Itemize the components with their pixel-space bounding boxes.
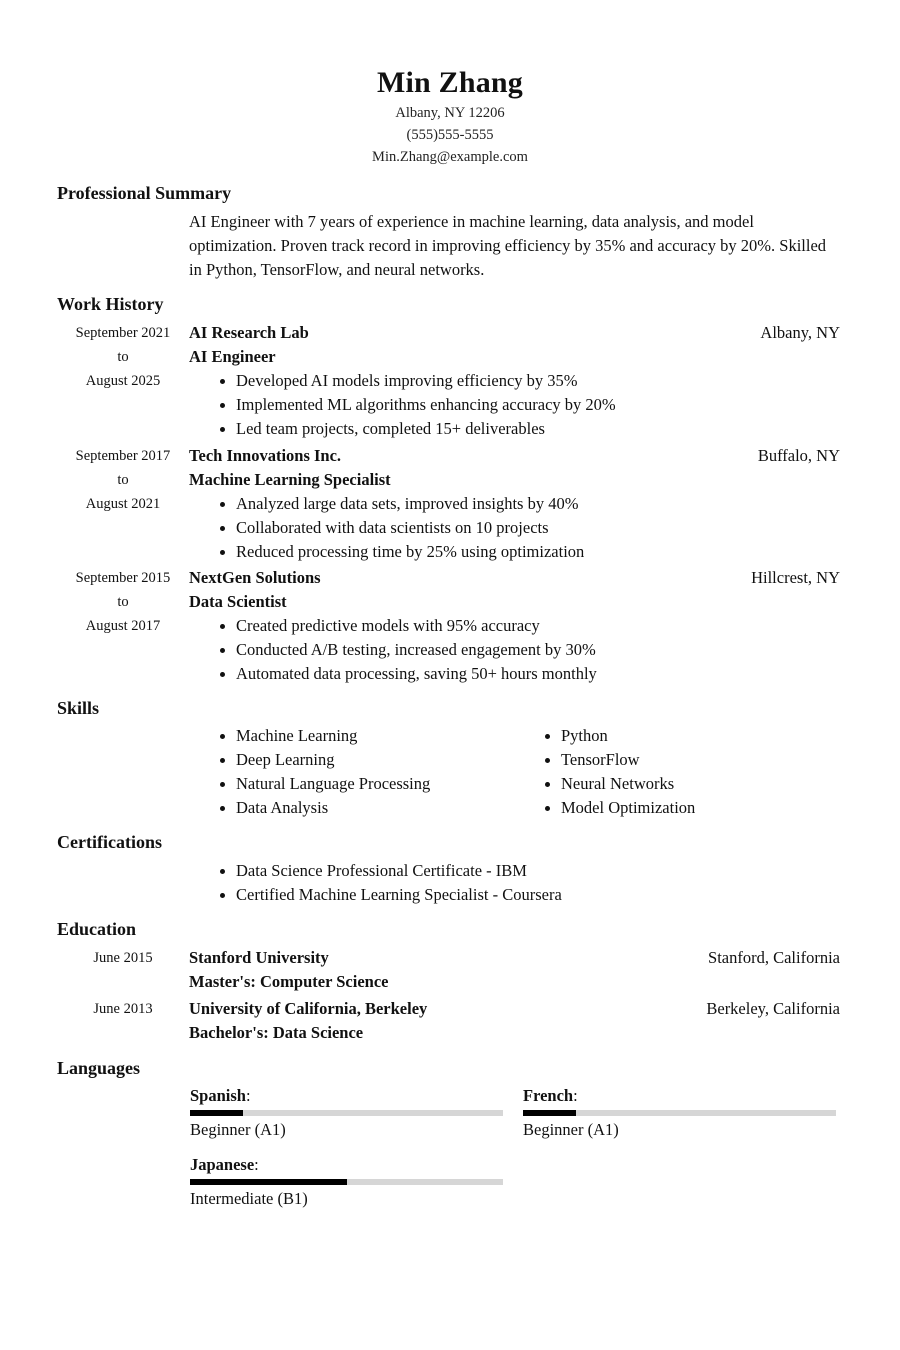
- skills-right-column: [514, 724, 834, 820]
- language-proficiency-bar: [523, 1110, 836, 1116]
- job-bullet: Analyzed large data sets, improved insights by 40%: [189, 492, 840, 516]
- job-title: Machine Learning Specialist: [189, 470, 391, 489]
- job-bullet: Led team projects, completed 15+ deliverables: [189, 417, 840, 441]
- job-bullet: Reduced processing time by 25% using optimization: [189, 540, 840, 564]
- job-bullets: [189, 492, 840, 564]
- skill-item: TensorFlow: [514, 748, 834, 772]
- contact-email: Min.Zhang@example.com: [372, 149, 528, 165]
- skill-item: Python: [514, 724, 834, 748]
- certification-item: Certified Machine Learning Specialist - Coursera: [189, 883, 839, 907]
- job-company: Tech Innovations Inc.: [189, 446, 342, 465]
- language-level: Beginner (A1): [523, 1120, 619, 1139]
- skill-item: Model Optimization: [514, 796, 834, 820]
- job-company: AI Research Lab: [189, 323, 309, 342]
- education-degree: Bachelor's: Data Science: [189, 1023, 364, 1042]
- job-start-date: September 2017: [75, 448, 171, 464]
- skill-item: Machine Learning: [189, 724, 509, 748]
- job-dates: [58, 566, 188, 638]
- job-bullet: Conducted A/B testing, increased engagement by 30%: [189, 638, 840, 662]
- education-location: Stanford, California: [708, 948, 840, 967]
- education-degree: Master's: Computer Science: [189, 972, 389, 991]
- education-school: Stanford University: [189, 948, 329, 967]
- job-bullet: Developed AI models improving efficiency by 35%: [189, 369, 840, 393]
- job-end-date: August 2017: [85, 618, 161, 634]
- language-name: [190, 1085, 503, 1107]
- job-date-separator: to: [117, 349, 129, 365]
- certifications-list: [189, 859, 839, 907]
- education-location: Berkeley, California: [706, 999, 840, 1018]
- education-date: June 2015: [93, 950, 153, 966]
- section-title-languages: Languages: [57, 1058, 141, 1078]
- language-proficiency-fill: [190, 1179, 347, 1185]
- language-colon: :: [573, 1086, 578, 1105]
- language-proficiency-fill: [523, 1110, 576, 1116]
- job-location: Hillcrest, NY: [751, 568, 840, 587]
- job-company: NextGen Solutions: [189, 568, 321, 587]
- job-details: [189, 444, 840, 564]
- education-date: June 2013: [93, 1001, 153, 1017]
- job-details: [189, 321, 840, 441]
- language-item: [190, 1154, 503, 1211]
- language-proficiency-fill: [190, 1110, 243, 1116]
- education-details: [189, 946, 840, 994]
- skill-item: Deep Learning: [189, 748, 509, 772]
- section-title-skills: Skills: [57, 698, 100, 718]
- skill-item: Natural Language Processing: [189, 772, 509, 796]
- job-title: AI Engineer: [189, 347, 276, 366]
- job-end-date: August 2025: [85, 373, 161, 389]
- candidate-name: Min Zhang: [376, 66, 523, 99]
- job-date-separator: to: [117, 472, 129, 488]
- skill-item: Data Analysis: [189, 796, 509, 820]
- job-start-date: September 2021: [75, 325, 171, 341]
- contact-phone: (555)555-5555: [406, 127, 494, 143]
- job-dates: [58, 444, 188, 516]
- job-dates: [58, 321, 188, 393]
- job-start-date: September 2015: [75, 570, 171, 586]
- language-level: Beginner (A1): [190, 1120, 286, 1139]
- language-proficiency-bar: [190, 1110, 503, 1116]
- job-bullet: Implemented ML algorithms enhancing accuracy by 20%: [189, 393, 840, 417]
- job-bullets: [189, 614, 840, 686]
- language-proficiency-bar: [190, 1179, 503, 1185]
- section-title-work-history: Work History: [57, 294, 164, 314]
- skill-item: Neural Networks: [514, 772, 834, 796]
- language-level: Intermediate (B1): [190, 1189, 308, 1208]
- education-school: University of California, Berkeley: [189, 999, 428, 1018]
- skills-left-column: [189, 724, 509, 820]
- section-title-certifications: Certifications: [57, 832, 162, 852]
- language-label: Spanish: [190, 1086, 246, 1105]
- section-title-summary: Professional Summary: [57, 183, 232, 203]
- language-name: [523, 1085, 836, 1107]
- language-colon: :: [254, 1155, 259, 1174]
- contact-address: Albany, NY 12206: [395, 105, 505, 121]
- job-date-separator: to: [117, 594, 129, 610]
- job-bullet: Collaborated with data scientists on 10 projects: [189, 516, 840, 540]
- job-details: [189, 566, 840, 686]
- language-label: Japanese: [190, 1155, 255, 1174]
- section-title-education: Education: [57, 919, 137, 939]
- job-title: Data Scientist: [189, 592, 287, 611]
- job-location: Albany, NY: [760, 323, 840, 342]
- certification-item: Data Science Professional Certificate - IBM: [189, 859, 839, 883]
- resume-header: [0, 64, 900, 168]
- language-item: [190, 1085, 503, 1142]
- job-bullets: [189, 369, 840, 441]
- language-label: French: [523, 1086, 574, 1105]
- job-bullet: Automated data processing, saving 50+ hours monthly: [189, 662, 840, 686]
- job-end-date: August 2021: [85, 496, 161, 512]
- language-item: [523, 1085, 836, 1142]
- language-name: [190, 1154, 503, 1176]
- education-details: [189, 997, 840, 1045]
- job-bullet: Created predictive models with 95% accuracy: [189, 614, 840, 638]
- job-location: Buffalo, NY: [757, 446, 840, 465]
- summary-text: AI Engineer with 7 years of experience in machine learning, data analysis, and model optimization. Proven track record in improving efficiency by 35% and accuracy by 20%. Skilled in Python, TensorFlow, and neural networks.: [189, 212, 827, 279]
- language-colon: :: [245, 1086, 251, 1105]
